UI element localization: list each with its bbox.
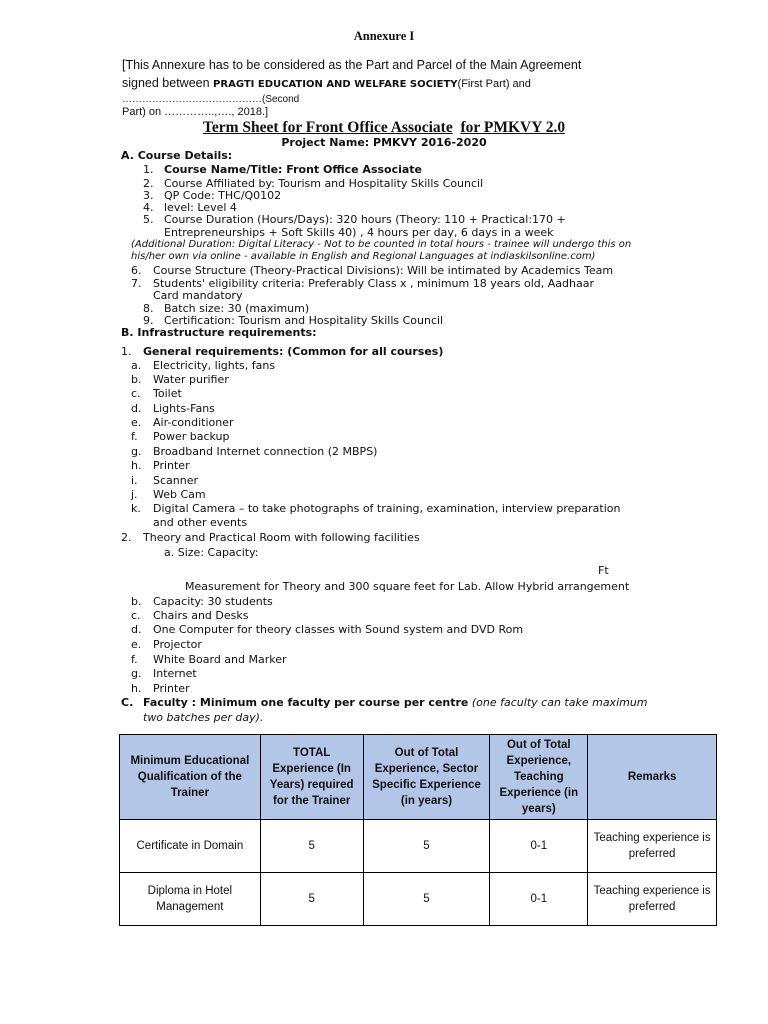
sector-experience-cell: 5 [363,820,490,873]
additional-duration-note-2: his/her own via online - available in English and Regional Languages at indiaskilsonline.com) [131,251,596,262]
intro-line-1: [This Annexure has to be considered as the Part and Parcel of the Main Agreement [122,58,582,72]
list-item: Batch size: 30 (maximum) [164,302,310,315]
list-item: Power backup [153,430,230,443]
list-item: Toilet [153,387,182,400]
list-item-number: 7. [131,277,142,290]
list-item: Capacity: 30 students [153,595,273,608]
room-number: 2. [121,531,132,544]
measurement-text: Measurement for Theory and 300 square feet for Lab. Allow Hybrid arrangement [185,580,630,593]
faculty-note: (one faculty can take maximum [471,696,648,709]
list-item-number: 5. [143,213,154,226]
remarks-cell: Teaching experience is preferred [588,820,717,873]
qualification-cell: Diploma in Hotel Management [120,873,261,926]
list-item-letter: j. [131,488,138,501]
faculty-note-2: two batches per day). [143,711,264,724]
list-item-letter: b. [131,373,142,386]
list-item-letter: h. [131,682,142,695]
intro-line-4: Part) on …………..,…., 2018.] [122,106,269,118]
list-item: Air-conditioner [153,416,234,429]
list-item: White Board and Marker [153,653,287,666]
teaching-experience-cell: 0-1 [490,873,588,926]
column-header-qualification: Minimum Educational Qualification of the Trainer [120,735,261,820]
list-item: Course Duration (Hours/Days): 320 hours (Theory: 110 + Practical:170 + [164,213,566,226]
qualification-cell: Certificate in Domain [120,820,261,873]
project-name: Project Name: PMKVY 2016-2020 [281,136,487,149]
list-item: Course Structure (Theory-Practical Divisions): Will be intimated by Academics Team [153,264,614,277]
list-item: Lights-Fans [153,402,215,415]
intro-signed-between: signed between [122,76,214,90]
first-party-suffix: (First Part) and [457,78,531,90]
list-item-letter: c. [131,609,141,622]
intro-line-2 [122,76,531,92]
general-requirements-number: 1. [121,345,132,358]
list-item-number: 1. [143,163,154,176]
list-item-letter: d. [131,402,142,415]
list-item-letter: c. [131,387,141,400]
list-item-letter: b. [131,595,142,608]
list-item-letter: g. [131,667,142,680]
list-item: Projector [153,638,202,651]
total-experience-cell: 5 [260,820,363,873]
list-item-letter: h. [131,459,142,472]
list-item: level: Level 4 [164,201,237,214]
list-item: Web Cam [153,488,206,501]
teaching-experience-cell: 0-1 [490,820,588,873]
total-experience-cell: 5 [260,873,363,926]
list-item: Broadband Internet connection (2 MBPS) [153,445,378,458]
list-item-continuation: and other events [153,516,248,529]
term-sheet-heading [0,119,768,137]
section-b-heading: B. Infrastructure requirements: [121,326,317,339]
list-item: Certification: Tourism and Hospitality Skills Council [164,314,444,327]
room-heading: Theory and Practical Room with following facilities [143,531,420,544]
list-item-letter: f. [131,653,138,666]
list-item: Chairs and Desks [153,609,249,622]
column-header-total-experience: TOTAL Experience (In Years) required for the Trainer [260,735,363,820]
column-header-sector-experience: Out of Total Experience, Sector Specific Experience (in years) [363,735,490,820]
annexure-title: Annexure I [353,29,415,43]
sector-experience-cell: 5 [363,873,490,926]
general-requirements-heading: General requirements: (Common for all courses) [143,345,444,358]
list-item-continuation: Entrepreneurships + Soft Skills 40) , 4 hours per day, 6 days in a week [164,226,554,239]
feet-unit: Ft [598,564,609,577]
list-item: Digital Camera – to take photographs of training, examination, interview preparation [153,502,621,515]
remarks-cell: Teaching experience is preferred [588,873,717,926]
list-item-letter: i. [131,474,138,487]
faculty-heading: Faculty : Minimum one faculty per course per centre [143,696,469,709]
list-item-letter: e. [131,638,142,651]
section-a-heading: A. Course Details: [121,149,233,162]
table-row [120,873,717,926]
list-item-letter: a. [131,359,142,372]
table-header-row [120,735,717,820]
first-party-name: PRAGTI EDUCATION AND WELFARE SOCIETY [213,79,458,90]
list-item: Printer [153,459,190,472]
size-capacity-label: a. Size: Capacity: [164,546,259,559]
column-header-remarks: Remarks [588,735,717,820]
list-item: QP Code: THC/Q0102 [164,189,282,202]
intro-line-3: ……………………………………(Second [122,94,300,105]
list-item: Printer [153,682,190,695]
section-c-letter: C. [121,696,134,709]
list-item-letter: d. [131,623,142,636]
list-item: Electricity, lights, fans [153,359,276,372]
term-sheet-program: for PMKVY 2.0 [460,119,566,136]
list-item: One Computer for theory classes with Sound system and DVD Rom [153,623,524,636]
list-item: Course Name/Title: Front Office Associate [164,163,423,176]
list-item-number: 8. [143,302,154,315]
list-item: Course Affiliated by: Tourism and Hospitality Skills Council [164,177,484,190]
column-header-teaching-experience: Out of Total Experience, Teaching Experience (in years) [490,735,588,820]
list-item-continuation: Card mandatory [153,289,243,302]
list-item: Students' eligibility criteria: Preferably Class x , minimum 18 years old, Aadhaar [153,277,594,290]
list-item-number: 9. [143,314,154,327]
list-item-letter: e. [131,416,142,429]
list-item: Internet [153,667,197,680]
section-c-heading [143,696,648,709]
list-item: Water purifier [153,373,229,386]
list-item-number: 3. [143,189,154,202]
additional-duration-note: (Additional Duration: Digital Literacy - Not to be counted in total hours - trainee will undergo this on [131,239,632,250]
list-item-number: 2. [143,177,154,190]
list-item: Scanner [153,474,199,487]
faculty-table [119,734,717,926]
table-row [120,820,717,873]
list-item-letter: f. [131,430,138,443]
list-item-letter: k. [131,502,141,515]
list-item-number: 4. [143,201,154,214]
list-item-letter: g. [131,445,142,458]
term-sheet-title: Term Sheet for Front Office Associate [202,119,453,136]
list-item-number: 6. [131,264,142,277]
